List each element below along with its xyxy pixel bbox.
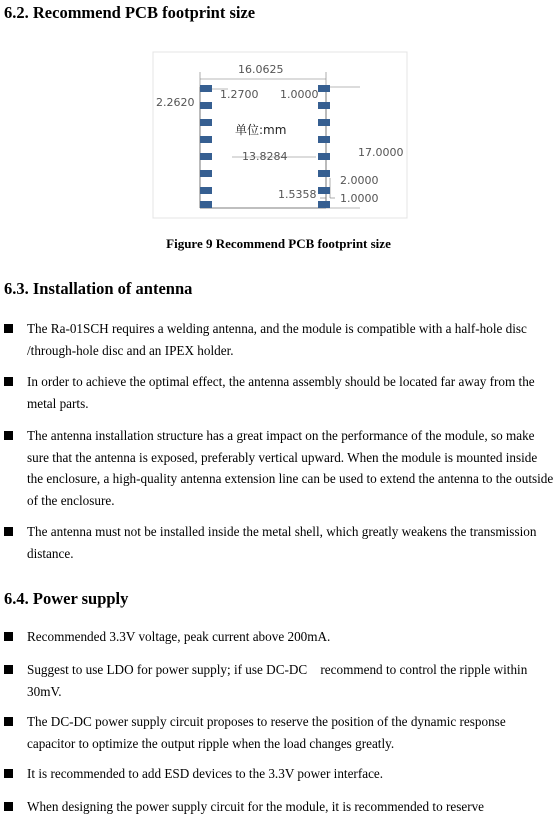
- section-heading-6-4: 6.4. Power supply: [4, 589, 129, 608]
- bullet-icon: [4, 377, 13, 386]
- antenna-bullet: In order to achieve the optimal effect, the antenna assembly should be located far away from the metal parts.: [27, 374, 535, 411]
- pad: [318, 119, 330, 126]
- pad: [200, 136, 212, 143]
- bullet-icon: [4, 802, 13, 811]
- dim-edge: 2.2620: [156, 96, 195, 109]
- pad: [318, 201, 330, 208]
- bullet-icon: [4, 632, 13, 641]
- pad: [318, 153, 330, 160]
- antenna-bullet: The antenna installation structure has a great impact on the performance of the module, so make sure that the antenna is exposed, preferably vertical upward. When the module is mounted inside the enclosure, a high-quality antenna extension line can be used to extend the antenna to the outside of the enclosure.: [27, 428, 554, 508]
- pad: [318, 102, 330, 109]
- power-bullet: It is recommended to add ESD devices to the 3.3V power interface.: [27, 766, 384, 781]
- pad: [200, 201, 212, 208]
- dim-pitch: 1.2700: [220, 88, 259, 101]
- bullet-icon: [4, 665, 13, 674]
- figure-caption: Figure 9 Recommend PCB footprint size: [166, 236, 391, 251]
- bullet-icon: [4, 324, 13, 333]
- dim-pad-length: 1.0000: [280, 88, 319, 101]
- pcb-footprint-diagram: [150, 50, 410, 220]
- antenna-bullet: The Ra-01SCH requires a welding antenna, and the module is compatible with a half-hole disc /through-hole disc and an IPEX holder.: [27, 321, 527, 358]
- antenna-bullet: The antenna must not be installed inside the metal shell, which greatly weakens the transmission distance.: [27, 524, 537, 561]
- pad: [200, 153, 212, 160]
- right-pads: [318, 85, 330, 208]
- pad: [200, 102, 212, 109]
- power-bullet: Suggest to use LDO for power supply; if use DC-DC recommend to control the ripple within 30mV.: [27, 662, 531, 699]
- pad: [200, 187, 212, 194]
- bullet-icon: [4, 769, 13, 778]
- unit-label: 单位:mm: [235, 123, 287, 137]
- pad: [318, 187, 330, 194]
- pad: [318, 170, 330, 177]
- power-bullet: Recommended 3.3V voltage, peak current above 200mA.: [27, 629, 331, 644]
- dim-height: 17.0000: [358, 146, 404, 159]
- pad: [200, 119, 212, 126]
- bullet-icon: [4, 431, 13, 440]
- section-heading-6-3: 6.3. Installation of antenna: [4, 279, 193, 298]
- pad: [200, 85, 212, 92]
- power-bullet: The DC-DC power supply circuit proposes to reserve the position of the dynamic response capacitor to optimize the output ripple when the load changes greatly.: [27, 714, 506, 751]
- bullet-icon: [4, 717, 13, 726]
- section-heading-6-2: 6.2. Recommend PCB footprint size: [4, 3, 256, 22]
- pad: [318, 85, 330, 92]
- power-bullet: When designing the power supply circuit for the module, it is recommended to reserve: [27, 799, 485, 814]
- dim-bottom: 1.0000: [340, 192, 379, 205]
- dim-width: 16.0625: [238, 63, 284, 76]
- pad: [318, 136, 330, 143]
- dim-offset: 1.5358: [278, 188, 317, 201]
- left-pads: [200, 85, 212, 208]
- dim-pad-height: 2.0000: [340, 174, 379, 187]
- bullet-icon: [4, 527, 13, 536]
- dim-inner: 13.8284: [242, 150, 288, 163]
- pad: [200, 170, 212, 177]
